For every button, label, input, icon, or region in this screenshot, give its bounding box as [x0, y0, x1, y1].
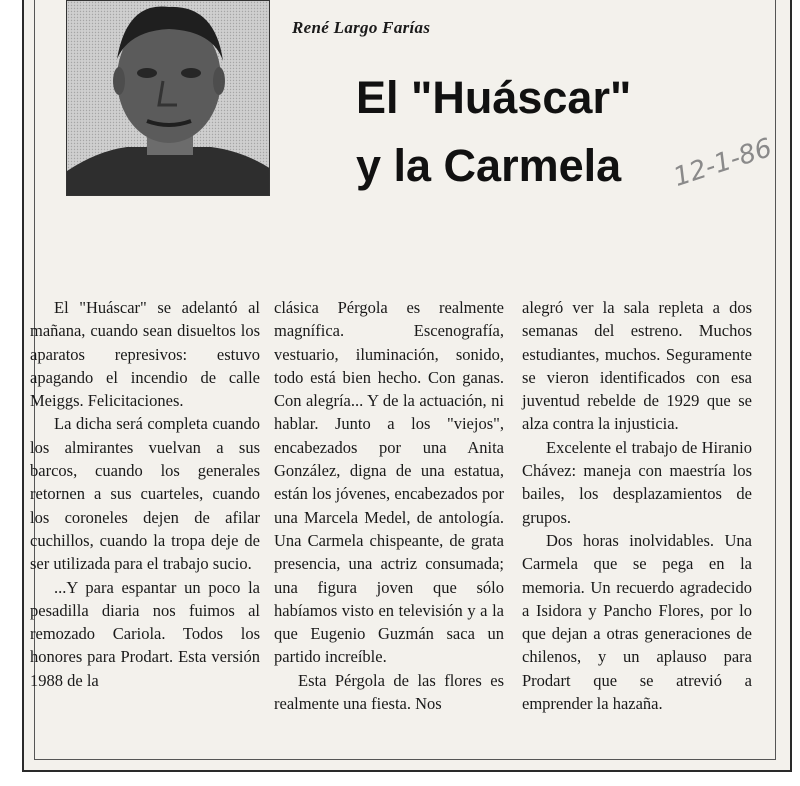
- author-photo: [66, 0, 270, 196]
- paragraph: El "Huáscar" se adelantó al mañana, cuando sean disueltos los aparatos represivos: estuvo apagando el incendio de calle Meiggs. Felicitaciones.: [30, 298, 260, 411]
- paragraph: ...Y para espantar un poco la pesadilla diaria nos fuimos al remozado Cariola. Todos los honores para Prodart. Esta versión 1988 de la: [30, 577, 260, 690]
- paragraph: Excelente el trabajo de Hiranio Chávez: maneja con maestría los bailes, los desplazamientos de grupos.: [522, 437, 752, 527]
- paragraph: alegró ver la sala repleta a dos semanas del estreno. Muchos estudiantes, muchos. Seguramente se vieron identificados con esa juventud rebelde de 1929 que se alza contra la injusticia.: [522, 298, 752, 434]
- headline: [356, 64, 716, 200]
- article-column-3: [522, 296, 752, 715]
- paragraph: Dos horas inolvidables. Una Carmela que se pega en la memoria. Un recuerdo agradecido a Isidora y Pancho Flores, por lo que dejan a otras generaciones de chilenos, y un aplauso para Prodart que se atrevió a emprender la hazaña.: [522, 530, 752, 714]
- byline: René Largo Farías: [292, 18, 431, 37]
- headline-line-2: y la Carmela: [356, 140, 622, 191]
- paragraph: clásica Pérgola es realmente magnífica. Escenografía, vestuario, iluminación, sonido, todo está bien hecho. Con ganas. Con alegría... Y de la actuación, ni hablar. Junto a los "viejos", encabezados por una Anita González, digna de una estatua, están los jóvenes, encabezados por una Marcela Medel, de antología. Una Carmela chispeante, de grata presencia, una actriz consumada; una figura joven que sólo habíamos visto en televisión y a la que Eugenio Guzmán saca un partido increíble.: [274, 298, 504, 667]
- article-column-1: [30, 296, 260, 692]
- author-portrait-image: [67, 1, 270, 196]
- handwritten-date-note: 12-1-86: [669, 133, 776, 193]
- paragraph: Esta Pérgola de las flores es realmente una fiesta. Nos: [274, 670, 504, 714]
- article-column-2: [274, 296, 504, 715]
- headline-line-1: El "Huáscar": [356, 72, 632, 123]
- paragraph: La dicha será completa cuando los almirantes vuelvan a sus barcos, cuando los generales retornen a sus cuarteles, cuando los coroneles dejen de afilar cuchillos, cuando la tropa deje de ser utilizada para el trabajo sucio.: [30, 414, 260, 574]
